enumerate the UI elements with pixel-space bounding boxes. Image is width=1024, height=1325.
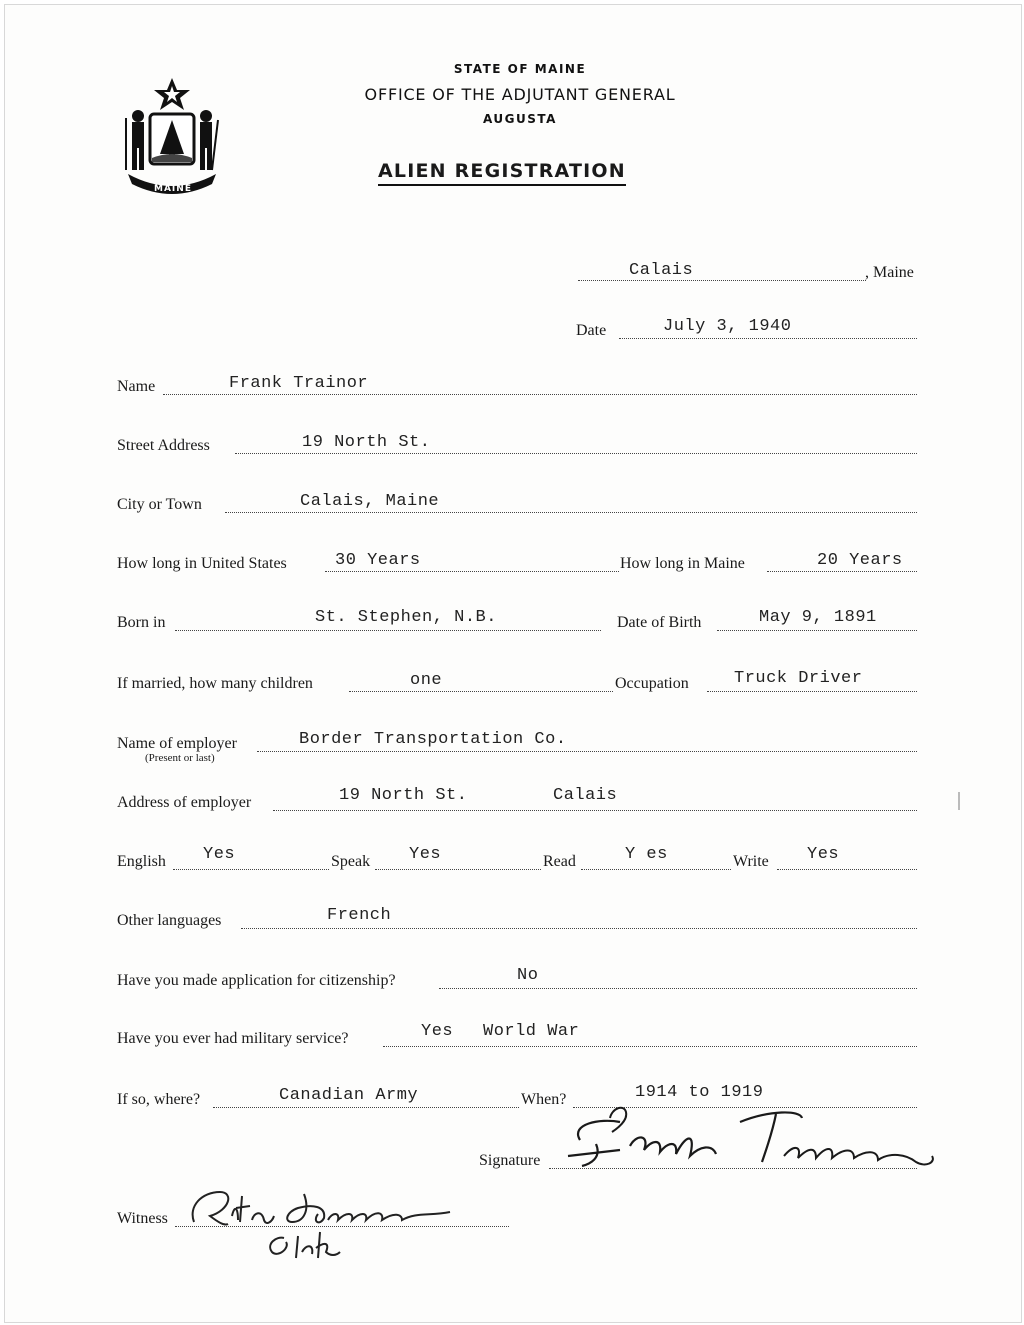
military-row bbox=[117, 1022, 917, 1052]
how-long-maine-value[interactable]: 20 Years bbox=[817, 551, 903, 570]
occupation-value[interactable]: Truck Driver bbox=[734, 669, 863, 688]
city-row bbox=[117, 494, 917, 518]
where-label: If so, where? bbox=[117, 1091, 201, 1108]
born-in-label: Born in bbox=[117, 614, 166, 631]
date-label: Date bbox=[576, 322, 607, 339]
employer-address-label: Address of employer bbox=[117, 794, 252, 811]
scan-mark bbox=[958, 792, 960, 810]
witness-signature bbox=[180, 1176, 480, 1276]
street-label: Street Address bbox=[117, 437, 210, 454]
how-long-us-value[interactable]: 30 Years bbox=[335, 551, 421, 570]
born-in-value[interactable]: St. Stephen, N.B. bbox=[315, 608, 497, 627]
city-label: City or Town bbox=[117, 496, 202, 513]
read-value[interactable]: Y es bbox=[625, 845, 668, 864]
seal-banner-text: MAINE bbox=[154, 184, 192, 194]
applicant-signature bbox=[540, 1104, 940, 1174]
other-languages-label: Other languages bbox=[117, 912, 222, 929]
employer-address-city[interactable]: Calais bbox=[553, 786, 618, 805]
form-title: ALIEN REGISTRATION bbox=[378, 160, 626, 186]
speak-value[interactable]: Yes bbox=[409, 845, 442, 864]
name-label: Name bbox=[117, 378, 156, 395]
employer-address-street[interactable]: 19 North St. bbox=[339, 786, 468, 805]
children-label: If married, how many children bbox=[117, 675, 313, 692]
when-value[interactable]: 1914 to 1919 bbox=[635, 1083, 764, 1102]
english-value[interactable]: Yes bbox=[203, 845, 236, 864]
office-heading: OFFICE OF THE ADJUTANT GENERAL bbox=[364, 85, 676, 104]
other-languages-value[interactable]: French bbox=[327, 906, 392, 925]
how-long-us-label: How long in United States bbox=[117, 555, 287, 572]
employer-value[interactable]: Border Transportation Co. bbox=[299, 730, 567, 749]
employer-label: Name of employer bbox=[117, 735, 237, 752]
citizenship-label: Have you made application for citizenship? bbox=[117, 972, 396, 989]
write-value[interactable]: Yes bbox=[807, 845, 840, 864]
where-value[interactable]: Canadian Army bbox=[279, 1086, 419, 1105]
write-label: Write bbox=[733, 853, 769, 870]
employer-sublabel: (Present or last) bbox=[145, 752, 215, 764]
english-label: English bbox=[117, 853, 166, 870]
speak-label: Speak bbox=[331, 853, 371, 870]
witness-label: Witness bbox=[117, 1210, 168, 1227]
employer-row bbox=[117, 730, 917, 764]
military-war[interactable]: World War bbox=[483, 1022, 580, 1041]
name-row bbox=[117, 376, 917, 400]
birth-date-value[interactable]: May 9, 1891 bbox=[759, 608, 877, 627]
place-suffix: , Maine bbox=[865, 264, 914, 281]
children-row bbox=[117, 669, 917, 697]
state-heading: STATE OF MAINE bbox=[453, 62, 587, 76]
born-row bbox=[117, 608, 917, 636]
read-label: Read bbox=[543, 853, 576, 870]
occupation-label: Occupation bbox=[615, 675, 689, 692]
citizenship-row bbox=[117, 966, 917, 994]
how-long-row bbox=[117, 553, 917, 577]
how-long-maine-label: How long in Maine bbox=[620, 555, 745, 572]
children-value[interactable]: one bbox=[410, 671, 443, 690]
date-row bbox=[117, 317, 917, 344]
place-row bbox=[117, 262, 917, 286]
name-value[interactable]: Frank Trainor bbox=[229, 374, 369, 393]
city-value[interactable]: Calais, Maine bbox=[300, 492, 440, 511]
when-label: When? bbox=[521, 1091, 567, 1108]
place-value[interactable]: Calais bbox=[629, 261, 694, 280]
employer-address-row bbox=[117, 786, 917, 816]
street-value[interactable]: 19 North St. bbox=[302, 433, 431, 452]
military-label: Have you ever had military service? bbox=[117, 1030, 349, 1047]
language-row bbox=[117, 845, 917, 875]
maine-seal-icon bbox=[120, 74, 224, 198]
military-value[interactable]: Yes bbox=[421, 1022, 454, 1041]
signature-label: Signature bbox=[479, 1152, 541, 1169]
city-heading: AUGUSTA bbox=[483, 112, 557, 126]
birth-date-label: Date of Birth bbox=[617, 614, 702, 631]
street-row bbox=[117, 435, 917, 459]
date-value[interactable]: July 3, 1940 bbox=[663, 317, 792, 336]
citizenship-value[interactable]: No bbox=[517, 966, 539, 985]
other-languages-row bbox=[117, 906, 917, 934]
